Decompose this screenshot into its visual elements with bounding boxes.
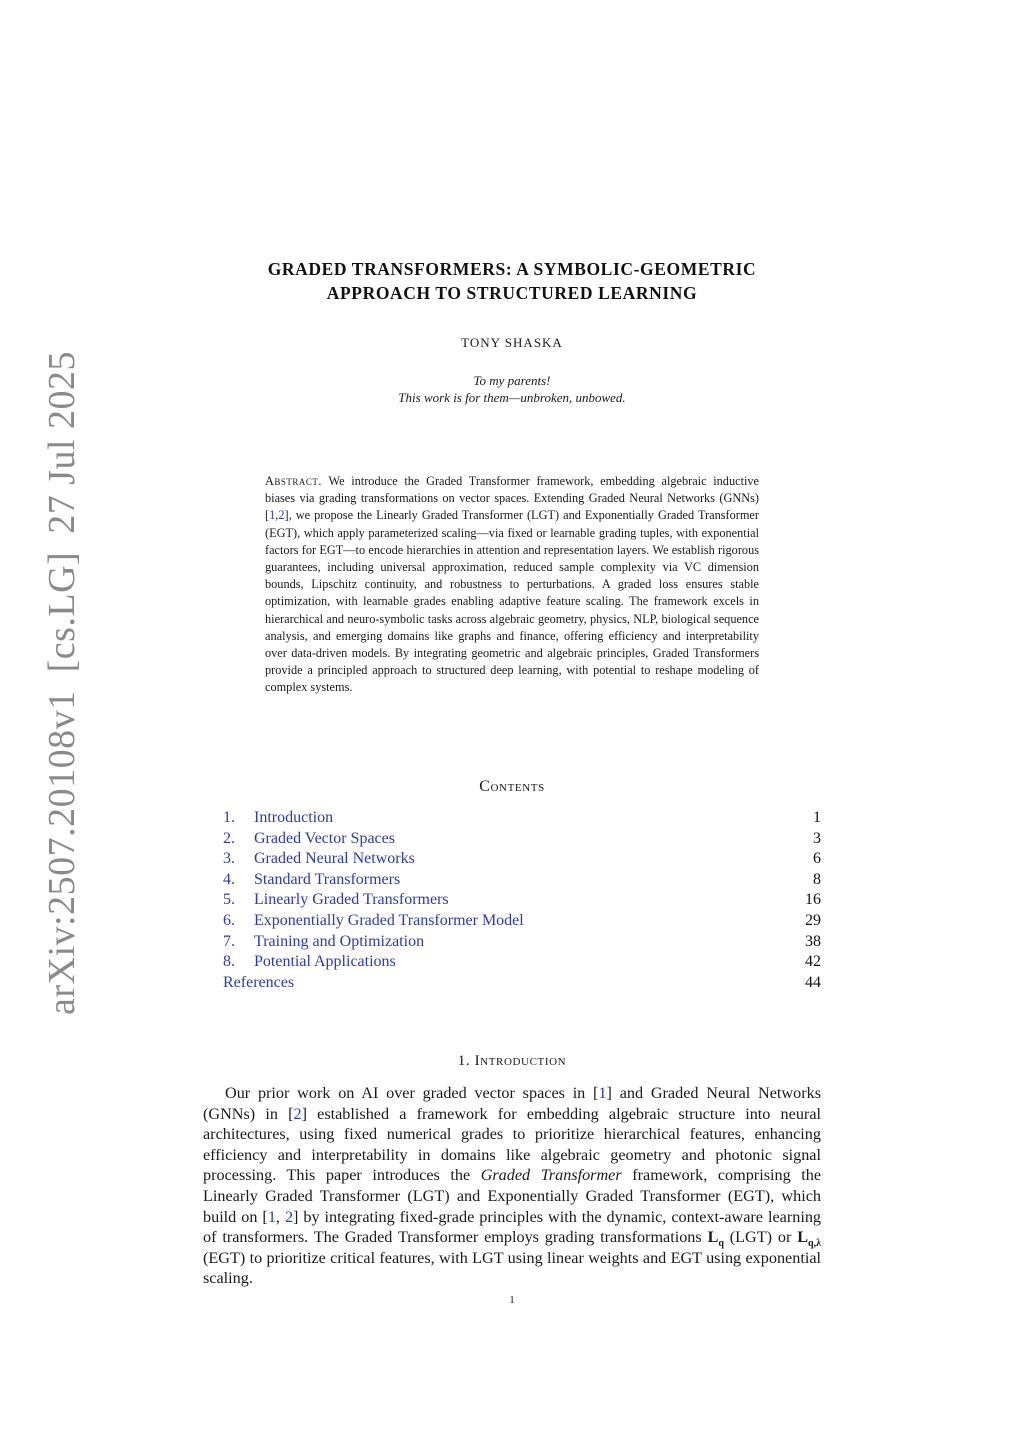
section-heading: [200, 1053, 824, 1070]
toc-number: 2.: [223, 829, 235, 847]
abstract-label: Abstract.: [265, 474, 322, 488]
intro-emphasis: Graded Transformer: [480, 1166, 622, 1185]
toc-link[interactable]: Standard Transformers: [254, 870, 401, 888]
abstract: [265, 473, 759, 697]
abstract-text-b: ], we propose the Linearly Graded Transformer (LGT) and Exponentially Graded Transformer (EGT), which apply parameterized scaling—via fixed or learnable grading tuples, with exponential factors for EGT—to encode hierarchies in attention and representation layers. We establish rigorous guarantees, including universal approximation, reduced sample complexity via VC dimension bounds, Lipschitz continuity, and robustness to perturbations. A graded loss ensures stable optimization, with learnable grades enabling adaptive feature scaling. The framework excels in hierarchical and neuro-symbolic tasks across algebraic geometry, physics, NLP, biological sequence analysis, and emerging domains like graphs and finance, offering efficiency and interpretability over data-driven models. By integrating geometric and algebraic principles, Graded Transformers provide a principled approach to structured deep learning, with potential to reshape modeling of complex systems.: [265, 508, 759, 695]
dedication-line-1: To my parents!: [473, 373, 551, 388]
toc-item[interactable]: [223, 952, 821, 973]
citation-link[interactable]: 1: [269, 508, 276, 523]
arxiv-id: arXiv:2507.20108v1: [41, 690, 83, 1015]
citation-link[interactable]: 1: [598, 1084, 607, 1102]
toc-page: 29: [805, 911, 821, 929]
toc-number: 6.: [223, 911, 235, 929]
math-symbol: L: [707, 1228, 719, 1247]
toc-number: 5.: [223, 891, 235, 909]
toc-page: 16: [805, 891, 821, 909]
toc-page: 3: [813, 829, 821, 847]
toc-link[interactable]: Graded Vector Spaces: [254, 829, 395, 847]
arxiv-date: 27 Jul 2025: [41, 350, 83, 534]
toc-link[interactable]: Training and Optimization: [254, 932, 425, 950]
toc-link[interactable]: Linearly Graded Transformers: [254, 891, 449, 909]
title-line-1: GRADED TRANSFORMERS: A SYMBOLIC-GEOMETRIC: [267, 259, 757, 279]
author-name: TONY SHASKA: [461, 335, 563, 350]
toc-item[interactable]: [223, 911, 821, 932]
toc-item[interactable]: [223, 829, 821, 850]
citation-link[interactable]: 2: [284, 1207, 294, 1226]
contents-heading: Contents: [479, 778, 545, 795]
toc-item-references[interactable]: [223, 973, 821, 994]
math-symbol: L: [797, 1228, 809, 1247]
citation-link[interactable]: 1: [267, 1207, 276, 1226]
intro-text: (EGT) to prioritize critical features, with LGT using linear weights and EGT using exponential scaling.: [203, 1248, 821, 1288]
toc-page: 6: [813, 850, 821, 868]
arxiv-category: [cs.LG]: [41, 551, 83, 673]
arxiv-stamp: [40, 333, 84, 1015]
toc-link[interactable]: Exponentially Graded Transformer Model: [254, 911, 524, 929]
citation-link[interactable]: 2: [293, 1104, 302, 1123]
intro-text: (LGT) or: [723, 1228, 798, 1247]
toc-page: 8: [813, 870, 821, 888]
toc-item[interactable]: [223, 870, 821, 891]
toc-item[interactable]: [223, 849, 821, 870]
toc-page: 1: [813, 809, 821, 826]
toc-page: 38: [805, 932, 821, 950]
section-title: Introduction: [474, 1053, 567, 1069]
citation-separator: ,: [275, 508, 279, 523]
toc-item[interactable]: [223, 890, 821, 911]
intro-text: Our prior work on AI over graded vector spaces in [: [225, 1084, 599, 1102]
toc-item[interactable]: [223, 932, 821, 953]
citation-separator: ,: [275, 1207, 285, 1226]
toc-number: 7.: [223, 932, 235, 950]
toc-link-references[interactable]: References: [223, 973, 295, 991]
toc-link[interactable]: Introduction: [254, 809, 334, 826]
page-number: 1: [509, 1294, 515, 1306]
paper-title: [200, 257, 824, 305]
toc-page: 42: [805, 953, 821, 971]
intro-text: ] and Graded Neural Networks (GNNs) in [: [203, 1084, 822, 1123]
toc-page: 44: [805, 973, 821, 991]
toc-number: 8.: [223, 953, 235, 971]
toc-number: 4.: [223, 870, 235, 888]
math-subscript: q,λ: [808, 1238, 822, 1250]
dedication: [200, 372, 824, 406]
intro-text: ] established a framework for embedding algebraic structure into neural architectures, using fixed numerical grades to prioritize hierarchical features, enhancing efficiency and interpretability in domains like algebraic geometry and photonic signal processing. This paper introduces the: [203, 1104, 821, 1185]
section-number: 1.: [457, 1053, 471, 1069]
intro-paragraph: [203, 1083, 821, 1289]
table-of-contents: [223, 808, 821, 993]
toc-number: 1.: [223, 809, 235, 826]
title-line-2: APPROACH TO STRUCTURED LEARNING: [326, 283, 698, 303]
intro-text: framework, comprising the Linearly Graded Transformer (LGT) and Exponentially Graded Transformer (EGT), which build on [: [203, 1166, 822, 1226]
intro-text: ] by integrating fixed-grade principles with the dynamic, context-aware learning of transformers. The Graded Transformer employs grading transformations: [203, 1207, 822, 1247]
toc-number: 3.: [223, 850, 235, 868]
toc-item[interactable]: [223, 808, 821, 829]
citation-link[interactable]: 2: [278, 508, 285, 523]
toc-link[interactable]: Graded Neural Networks: [254, 850, 415, 868]
abstract-text-a: We introduce the Graded Transformer framework, embedding algebraic inductive biases via grading transformations on vector spaces. Extending Graded Neural Networks (GNNs) [: [265, 474, 760, 523]
dedication-line-2: This work is for them—unbroken, unbowed.: [398, 390, 626, 405]
toc-link[interactable]: Potential Applications: [254, 953, 396, 971]
math-subscript: q: [718, 1238, 724, 1250]
